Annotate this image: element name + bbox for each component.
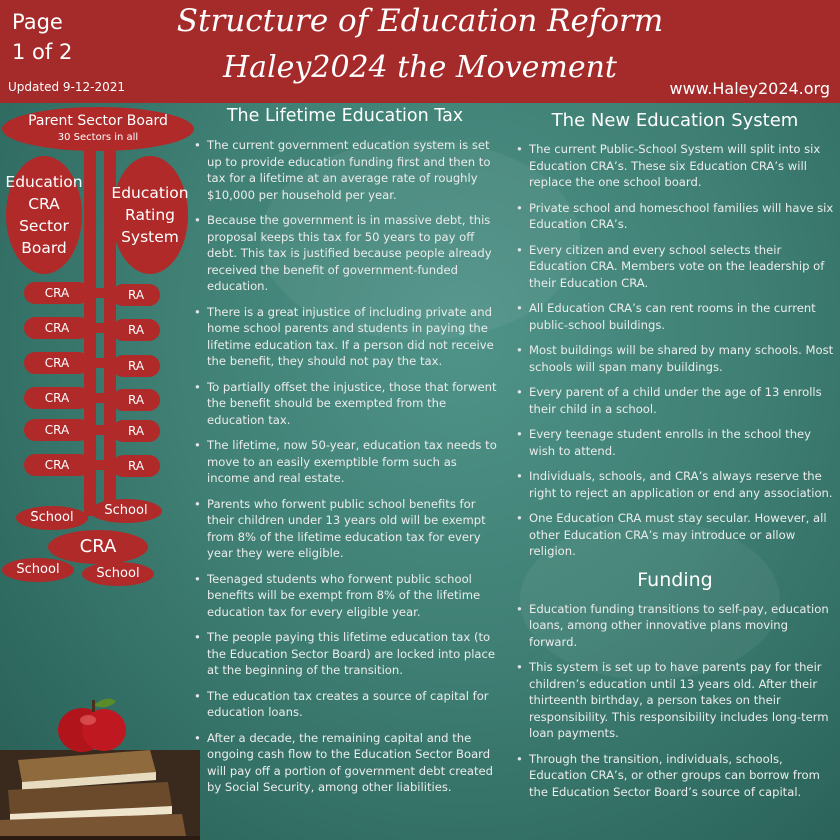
cra-center-oval: CRA <box>48 530 148 564</box>
page-subtitle: Haley2024 the Movement <box>223 50 617 85</box>
parent-board-label: Parent Sector Board <box>28 113 168 129</box>
list-item: • The education tax creates a source of capital for education loans. <box>192 688 498 721</box>
list-item: • Every teenage student enrolls in the school they wish to attend. <box>514 426 836 459</box>
ra-pill: RA <box>112 389 160 411</box>
lifetime-tax-section <box>192 106 498 805</box>
cra-pill: CRA <box>24 387 90 409</box>
list-item: • This system is set up to have parents pay for their children’s education until 13 years old. After their thirteenth birthday, a person takes on their responsibility. This responsibility includes long-term loan payments. <box>514 659 836 742</box>
list-item: • Education funding transitions to self-pay, education loans, among other innovative plans moving forward. <box>514 601 836 651</box>
cra-pill: CRA <box>24 317 90 339</box>
page-number: 1 of 2 <box>12 40 73 64</box>
page-title: Structure of Education Reform <box>176 3 664 39</box>
funding-list <box>514 601 836 801</box>
books-apple-illustration <box>0 690 200 840</box>
list-item: • The people paying this lifetime education tax (to the Education Sector Board) are locked into place at the beginning of the transition. <box>192 629 498 679</box>
list-item: • The current Public-School System will split into six Education CRA’s. These six Education CRA’s will replace the one school board. <box>514 141 836 191</box>
school-oval: School <box>82 562 154 586</box>
cra-pill: CRA <box>24 282 90 304</box>
page-label: Page <box>12 10 63 34</box>
list-item: • One Education CRA must stay secular. However, all other Education CRA’s may introduce or allow religion. <box>514 510 836 560</box>
rating-system-label: Education Rating System <box>111 184 189 246</box>
list-item: • Individuals, schools, and CRA’s always reserve the right to reject an application or end any association. <box>514 468 836 501</box>
list-item: • Parents who forwent public school benefits for their children under 13 years old will be exempt from 8% of the lifetime education tax for every year they were eligible. <box>192 496 498 562</box>
list-item: • Most buildings will be shared by many schools. Most schools will span many buildings. <box>514 342 836 375</box>
funding-heading: Funding <box>637 568 713 591</box>
list-item: • After a decade, the remaining capital and the ongoing cash flow to the Education Sector Board will pay off a portion of government debt created by Social Security, among other liabilities. <box>192 730 498 796</box>
apple-icon <box>58 698 126 752</box>
list-item: • Every citizen and every school selects their Education CRA. Members vote on the leadership of their Education CRA. <box>514 242 836 292</box>
list-item: • Because the government is in massive debt, this proposal keeps this tax for 50 years to pay off debt. This tax is justified because people already received the benefit of government-funded education. <box>192 212 498 295</box>
ra-pill: RA <box>112 319 160 341</box>
ra-pill: RA <box>112 355 160 377</box>
lifetime-tax-heading: The Lifetime Education Tax <box>226 106 464 126</box>
cra-pill: CRA <box>24 352 90 374</box>
updated-date: Updated 9-12-2021 <box>8 80 125 94</box>
ra-pill: RA <box>112 284 160 306</box>
list-item: • To partially offset the injustice, those that forwent the benefit should be exempted from the education tax. <box>192 379 498 429</box>
school-oval: School <box>2 558 74 582</box>
cra-sector-board-label: Education CRA Sector Board <box>5 173 83 257</box>
cra-pill: CRA <box>24 419 90 441</box>
new-system-heading: The New Education System <box>551 110 799 131</box>
list-item: • Every parent of a child under the age of 13 enrolls their child in a school. <box>514 384 836 417</box>
rating-system-oval <box>112 156 188 274</box>
cra-sector-board-oval <box>6 156 82 274</box>
ra-pill: RA <box>112 455 160 477</box>
header-banner <box>0 0 840 103</box>
list-item: • There is a great injustice of including private and home school parents and students in paying the lifetime education tax. If a person did not receive the benefit, they should not pay the tax. <box>192 304 498 370</box>
list-item: • Teenaged students who forwent public school benefits will be exempt from 8% of the lifetime education tax for every eligible year. <box>192 571 498 621</box>
website-link[interactable]: www.Haley2024.org <box>669 79 830 98</box>
school-oval: School <box>16 506 88 530</box>
parent-sector-board <box>2 107 194 151</box>
lifetime-tax-list <box>192 137 498 796</box>
ra-pill: RA <box>112 420 160 442</box>
parent-board-sub: 30 Sectors in all <box>57 132 139 143</box>
list-item: • All Education CRA’s can rent rooms in the current public-school buildings. <box>514 300 836 333</box>
list-item: • Through the transition, individuals, schools, Education CRA’s, or other groups can borrow from the Education Sector Board’s source of capital. <box>514 751 836 801</box>
school-oval: School <box>90 499 162 523</box>
list-item: • The lifetime, now 50-year, education tax needs to move to an easily exemptible form such as income and real estate. <box>192 437 498 487</box>
new-system-section <box>514 110 836 809</box>
list-item: • Private school and homeschool families will have six Education CRA’s. <box>514 200 836 233</box>
new-system-list <box>514 141 836 560</box>
list-item: • The current government education system is set up to provide education funding first and then to tax for a lifetime at an average rate of roughly $10,000 per household per year. <box>192 137 498 203</box>
cra-pill: CRA <box>24 454 90 476</box>
